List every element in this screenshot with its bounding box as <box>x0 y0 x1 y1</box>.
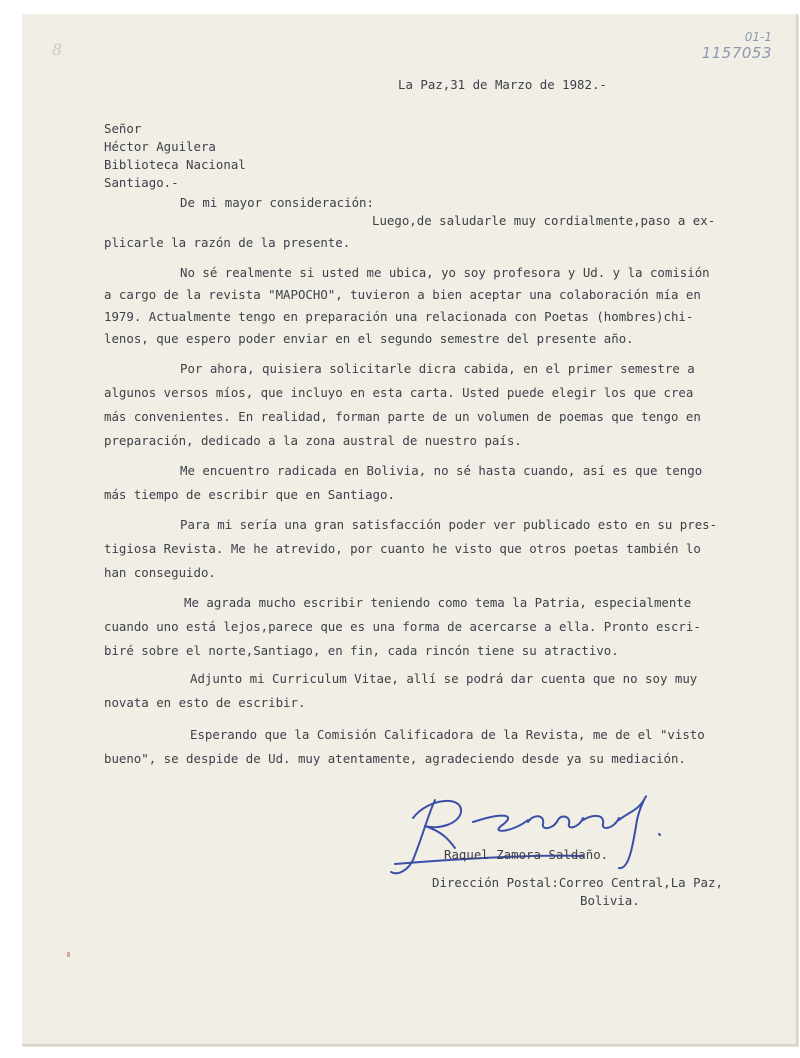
recipient-line: Señor <box>104 121 142 136</box>
handwritten-signature <box>383 790 693 885</box>
body-line: novata en esto de escribir. <box>104 695 306 710</box>
postal-address-line-1: Dirección Postal:Correo Central,La Paz, <box>432 875 723 890</box>
body-line: 1979. Actualmente tengo en preparación una relacionada con Poetas (hombres)chi- <box>104 309 694 324</box>
body-line: lenos, que espero poder enviar en el segundo semestre del presente año. <box>104 331 634 346</box>
body-line: algunos versos míos, que incluyo en esta carta. Usted puede elegir los que crea <box>104 385 694 400</box>
recipient-line: Biblioteca Nacional <box>104 157 246 172</box>
body-line: biré sobre el norte,Santiago, en fin, cada rincón tiene su atractivo. <box>104 643 619 658</box>
body-line: Adjunto mi Curriculum Vitae, allí se podrá dar cuenta que no soy muy <box>190 671 698 686</box>
body-line: han conseguido. <box>104 565 216 580</box>
body-line: cuando uno está lejos,parece que es una forma de acercarse a ella. Pronto escri- <box>104 619 701 634</box>
ink-speck <box>67 952 70 957</box>
body-line: tigiosa Revista. Me he atrevido, por cuanto he visto que otros poetas también lo <box>104 541 701 556</box>
archive-code-line-1: 01-1 <box>744 30 772 44</box>
body-line: Luego,de saludarle muy cordialmente,paso a ex- <box>372 213 716 228</box>
body-line: bueno", se despide de Ud. muy atentamente, agradeciendo desde ya su mediación. <box>104 751 686 766</box>
signer-name: Raquel Zamora Saldaño. <box>444 847 609 862</box>
archive-code-line-2: 1157053 <box>701 44 772 62</box>
postal-address-line-2: Bolivia. <box>580 893 640 908</box>
body-line: preparación, dedicado a la zona austral de nuestro país. <box>104 433 522 448</box>
recipient-line: Santiago.- <box>104 175 179 190</box>
body-line: a cargo de la revista "MAPOCHO", tuvieron a bien aceptar una colaboración mía en <box>104 287 701 302</box>
salutation: De mi mayor consideración: <box>180 195 374 210</box>
archive-code <box>692 30 772 62</box>
body-line: Por ahora, quisiera solicitarle dicra cabida, en el primer semestre a <box>180 361 695 376</box>
body-line: No sé realmente si usted me ubica, yo soy profesora y Ud. y la comisión <box>180 265 710 280</box>
body-line: Para mi sería una gran satisfacción poder ver publicado esto en su pres- <box>180 517 718 532</box>
letter-date: La Paz,31 de Marzo de 1982.- <box>398 77 607 92</box>
body-line: Esperando que la Comisión Calificadora de la Revista, me de el "visto <box>190 727 705 742</box>
body-line: más tiempo de escribir que en Santiago. <box>104 487 395 502</box>
body-line: más convenientes. En realidad, forman parte de un volumen de poemas que tengo en <box>104 409 701 424</box>
corner-pencil-mark: 8 <box>52 40 63 59</box>
body-line: Me agrada mucho escribir teniendo como tema la Patria, especialmente <box>184 595 692 610</box>
body-line: plicarle la razón de la presente. <box>104 235 351 250</box>
body-line: Me encuentro radicada en Bolivia, no sé hasta cuando, así es que tengo <box>180 463 703 478</box>
recipient-line: Héctor Aguilera <box>104 139 216 154</box>
